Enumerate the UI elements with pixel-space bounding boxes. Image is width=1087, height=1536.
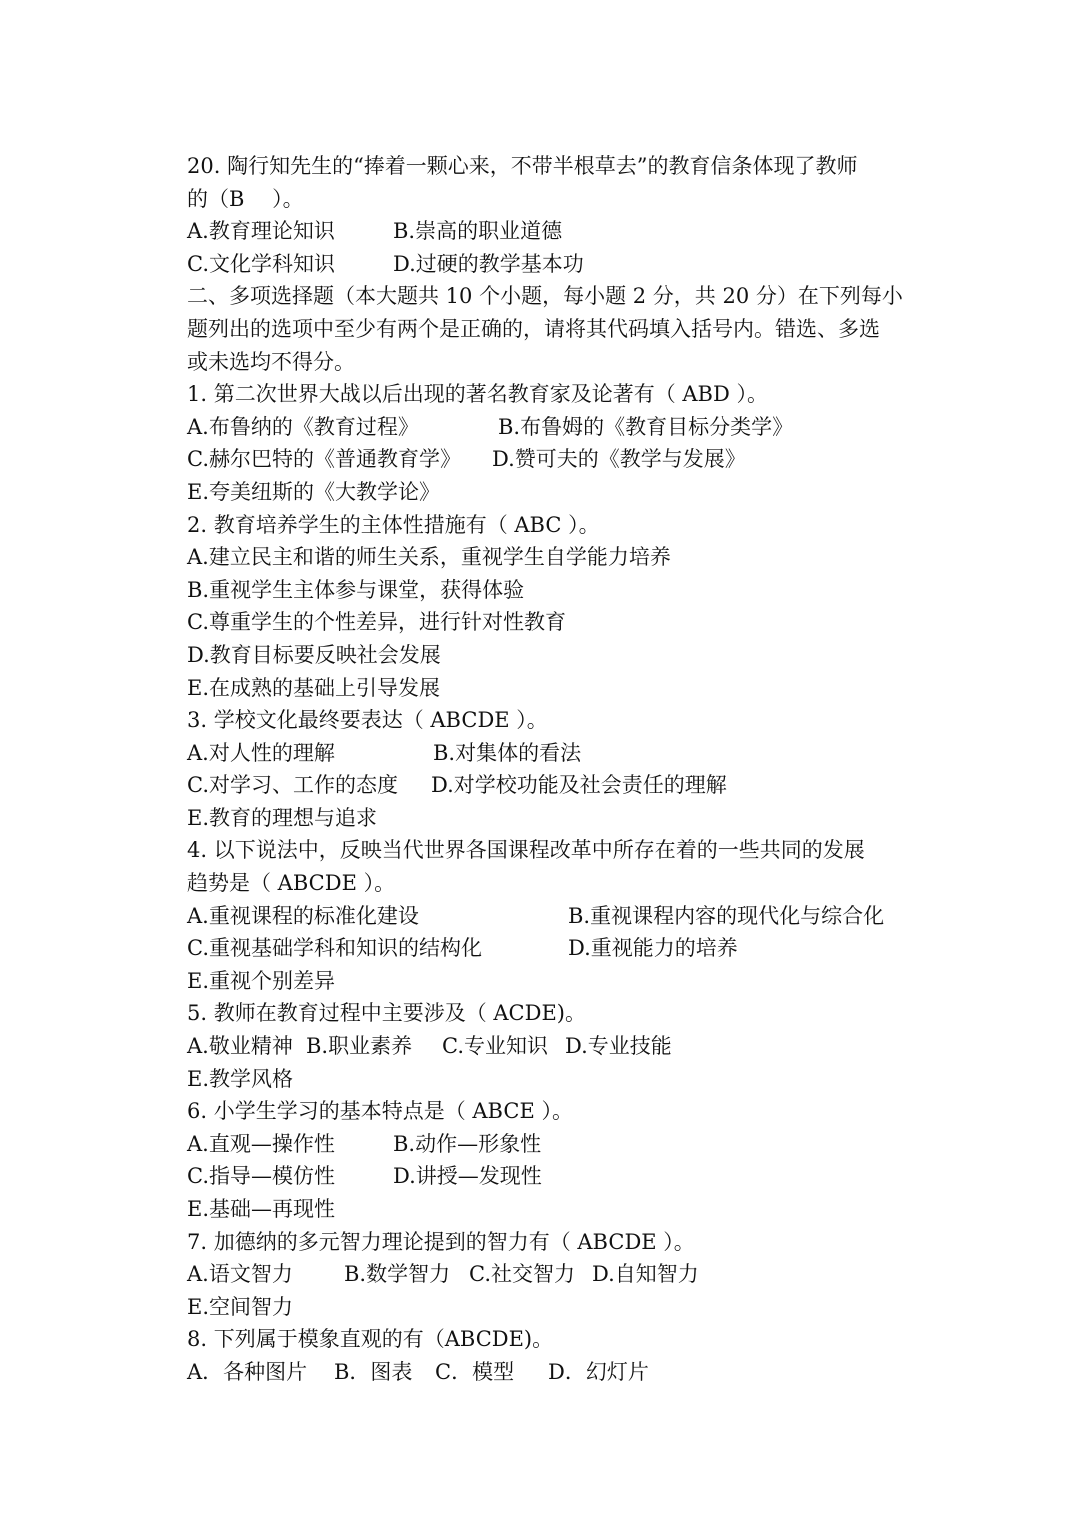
m3-stem-text: 3. 学校文化最终要表达（ ABCDE ）。	[187, 708, 548, 733]
q20-stem-line-1	[187, 150, 907, 183]
m1-option-e: E.夸美纽斯的《大教学论》	[187, 479, 441, 504]
m1-option-d: D.赞可夫的《教学与发展》	[492, 447, 746, 472]
m6-stem-line	[187, 1095, 907, 1128]
section2-heading-line-3	[187, 346, 907, 379]
m5-option-a: A.敬业精神	[187, 1034, 293, 1059]
m3-option-b: B.对集体的看法	[433, 740, 582, 765]
m1-option-b: B.布鲁姆的《教育目标分类学》	[498, 414, 794, 439]
m2-option-a-line	[187, 541, 907, 574]
m8-options-row-1	[187, 1356, 907, 1389]
m2-option-b-line	[187, 574, 907, 607]
m4-options-row-3	[187, 965, 907, 998]
m5-stem-line	[187, 997, 907, 1030]
m8-option-b: B．图表	[334, 1359, 413, 1384]
m1-options-row-3	[187, 476, 907, 509]
m6-options-row-2	[187, 1160, 907, 1193]
m3-option-e: E.教育的理想与追求	[187, 805, 378, 830]
m2-option-e-line	[187, 672, 907, 705]
m1-option-c: C.赫尔巴特的《普通教育学》	[187, 447, 461, 472]
m8-option-d: D．幻灯片	[548, 1359, 649, 1384]
m2-option-e: E.在成熟的基础上引导发展	[187, 675, 441, 700]
m7-option-a: A.语文智力	[187, 1262, 293, 1287]
m6-option-b: B.动作—形象性	[393, 1131, 542, 1156]
section2-heading-text-3: 或未选均不得分。	[187, 349, 355, 374]
m4-stem-text-1: 4. 以下说法中，反映当代世界各国课程改革中所存在着的一些共同的发展	[187, 838, 865, 863]
q20-stem-text-1: 20. 陶行知先生的“捧着一颗心来，不带半根草去”的教育信条体现了教师	[187, 154, 858, 178]
m2-option-d: D.教育目标要反映社会发展	[187, 642, 441, 667]
m8-option-a: A．各种图片	[187, 1359, 308, 1384]
m7-options-row-2	[187, 1291, 907, 1324]
m2-option-a: A.建立民主和谐的师生关系，重视学生自学能力培养	[187, 545, 671, 570]
q20-option-d: D.过硬的教学基本功	[393, 251, 584, 276]
document-body	[187, 150, 907, 1389]
m8-stem-line	[187, 1323, 907, 1356]
m2-stem-text: 2. 教育培养学生的主体性措施有（ ABC ）。	[187, 512, 600, 537]
m5-option-b: B.职业素养	[306, 1034, 413, 1059]
section2-heading-line-1	[187, 280, 907, 313]
m4-option-a: A.重视课程的标准化建设	[187, 903, 419, 928]
m5-option-e: E.教学风格	[187, 1066, 294, 1091]
q20-stem-line-2	[187, 183, 907, 216]
m2-stem-line	[187, 509, 907, 542]
m3-options-row-3	[187, 802, 907, 835]
m7-option-c: C.社交智力	[469, 1262, 575, 1287]
q20-option-c: C.文化学科知识	[187, 251, 335, 276]
m4-option-b: B.重视课程内容的现代化与综合化	[568, 903, 885, 928]
m7-options-row-1	[187, 1258, 907, 1291]
q20-stem-text-2: 的（B ）。	[187, 186, 304, 211]
m6-stem-text: 6. 小学生学习的基本特点是（ ABCE ）。	[187, 1099, 573, 1124]
section2-heading-line-2	[187, 313, 907, 346]
m3-option-a: A.对人性的理解	[187, 740, 335, 765]
m4-option-c: C.重视基础学科和知识的结构化	[187, 936, 482, 961]
m2-option-b: B.重视学生主体参与课堂，获得体验	[187, 577, 525, 602]
m3-options-row-1	[187, 737, 907, 770]
section2-heading-text-2: 题列出的选项中至少有两个是正确的，请将其代码填入括号内。错选、多选	[187, 316, 880, 341]
m3-option-d: D.对学校功能及社会责任的理解	[431, 773, 727, 798]
m4-option-e: E.重视个别差异	[187, 968, 336, 993]
q20-options-row-1	[187, 215, 907, 248]
q20-options-row-2	[187, 248, 907, 281]
m6-option-d: D.讲授—发现性	[393, 1164, 542, 1189]
m7-option-b: B.数学智力	[344, 1262, 451, 1287]
m7-option-e: E.空间智力	[187, 1294, 294, 1319]
m1-options-row-1	[187, 411, 907, 444]
m2-option-c: C.尊重学生的个性差异，进行针对性教育	[187, 610, 566, 635]
section2-heading-text-1: 二、多项选择题（本大题共 10 个小题，每小题 2 分，共 20 分）在下列每小	[187, 284, 903, 309]
m6-option-e: E.基础—再现性	[187, 1197, 336, 1221]
m3-option-c: C.对学习、工作的态度	[187, 773, 398, 798]
m2-option-c-line	[187, 606, 907, 639]
m3-stem-line	[187, 704, 907, 737]
m6-option-c: C.指导—模仿性	[187, 1164, 335, 1189]
m8-stem-text: 8. 下列属于模象直观的有（ABCDE)。	[187, 1327, 554, 1352]
q20-option-a: A.教育理论知识	[187, 219, 335, 244]
m1-option-a: A.布鲁纳的《教育过程》	[187, 414, 419, 439]
m3-options-row-2	[187, 769, 907, 802]
m5-options-row-1	[187, 1030, 907, 1063]
m4-options-row-1	[187, 900, 907, 933]
m5-option-c: C.专业知识	[442, 1034, 548, 1059]
m6-options-row-3	[187, 1193, 907, 1226]
m5-options-row-2	[187, 1063, 907, 1096]
m4-options-row-2	[187, 932, 907, 965]
m5-stem-text: 5. 教师在教育过程中主要涉及（ ACDE)。	[187, 1001, 586, 1026]
m7-stem-line	[187, 1226, 907, 1259]
m1-stem-text: 1. 第二次世界大战以后出现的著名教育家及论著有（ ABD ）。	[187, 382, 768, 407]
m8-option-c: C．模型	[435, 1359, 515, 1384]
q20-option-b: B.崇高的职业道德	[393, 219, 563, 244]
m4-option-d: D.重视能力的培养	[568, 936, 738, 961]
m1-options-row-2	[187, 443, 907, 476]
m4-stem-line-2	[187, 867, 907, 900]
m1-stem-line	[187, 378, 907, 411]
m7-stem-text: 7. 加德纳的多元智力理论提到的智力有（ ABCDE ）。	[187, 1229, 695, 1254]
m2-option-d-line	[187, 639, 907, 672]
m5-option-d: D.专业技能	[565, 1034, 672, 1059]
m7-option-d: D.自知智力	[592, 1262, 699, 1287]
m4-stem-text-2: 趋势是（ ABCDE ）。	[187, 871, 396, 896]
m6-options-row-1	[187, 1128, 907, 1161]
m6-option-a: A.直观—操作性	[187, 1131, 335, 1156]
m4-stem-line-1	[187, 834, 907, 867]
